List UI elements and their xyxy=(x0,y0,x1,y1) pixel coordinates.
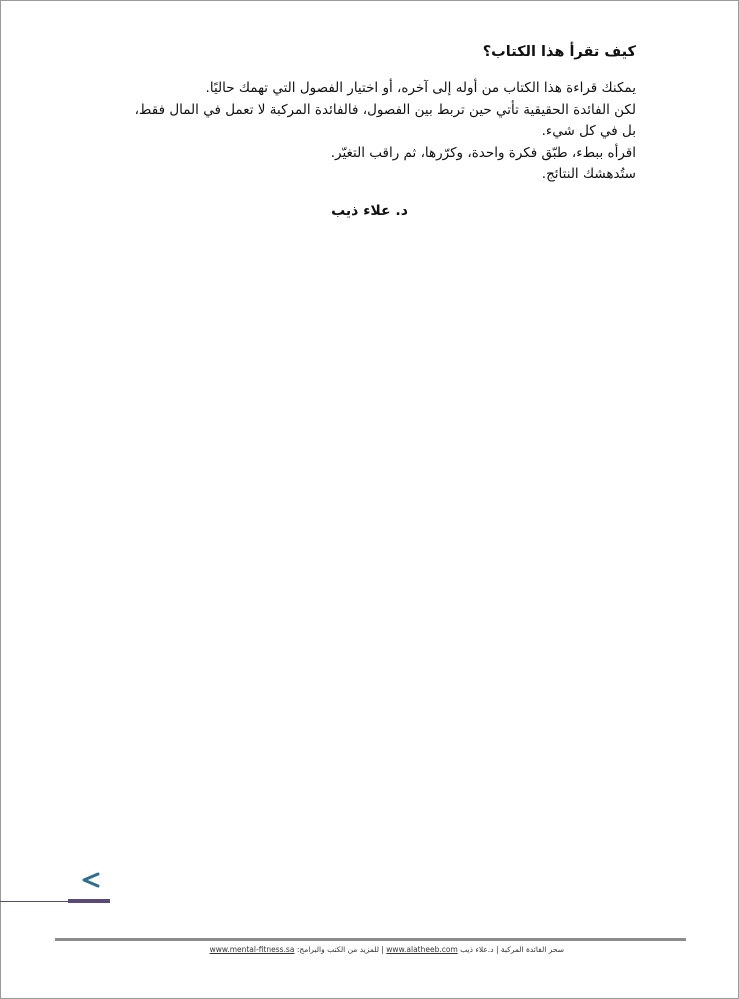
body-line: بل في كل شيء. xyxy=(541,123,636,139)
body-line: يمكنك قراءة هذا الكتاب من أوله إلى آخره، أو اختيار الفصول التي تهمك حاليًا. xyxy=(205,80,636,96)
nav-underline xyxy=(0,899,110,905)
body-line: اقرأه ببطء، طبّق فكرة واحدة، وكرّرها، ثم راقب التغيّر. xyxy=(330,144,636,161)
footer-book-title: سحر الفائدة المركبة xyxy=(500,945,564,954)
footer-separator: | xyxy=(495,945,499,954)
nav-underline-thick xyxy=(68,899,110,903)
footer-link-alatheeb[interactable]: www.alatheeb.com xyxy=(386,945,458,954)
body-line: لكن الفائدة الحقيقية تأتي حين تربط بين الفصول، فالفائدة المركبة لا تعمل في المال فقط، xyxy=(134,101,636,118)
footer-separator: | xyxy=(381,945,384,954)
footer-link-mental-fitness[interactable]: www.mental-fitness.sa xyxy=(209,945,295,954)
footer-more-text: للمزيد من الكتب والبرامج: xyxy=(296,945,379,954)
chevron-left-icon[interactable] xyxy=(78,865,106,893)
chevron-left-icon-graphic xyxy=(78,865,106,893)
section-body xyxy=(76,78,636,186)
author-signature: د. علاء ذيب xyxy=(331,203,408,219)
body-line: ستُدهشك النتائج. xyxy=(541,166,636,182)
nav-underline-thin xyxy=(0,901,68,902)
page-footer xyxy=(55,945,564,954)
section-heading: كيف تقرأ هذا الكتاب؟ xyxy=(482,44,636,60)
page-content xyxy=(76,40,636,186)
footer-author: د.علاء ذيب xyxy=(460,945,494,954)
footer-divider xyxy=(55,938,686,941)
